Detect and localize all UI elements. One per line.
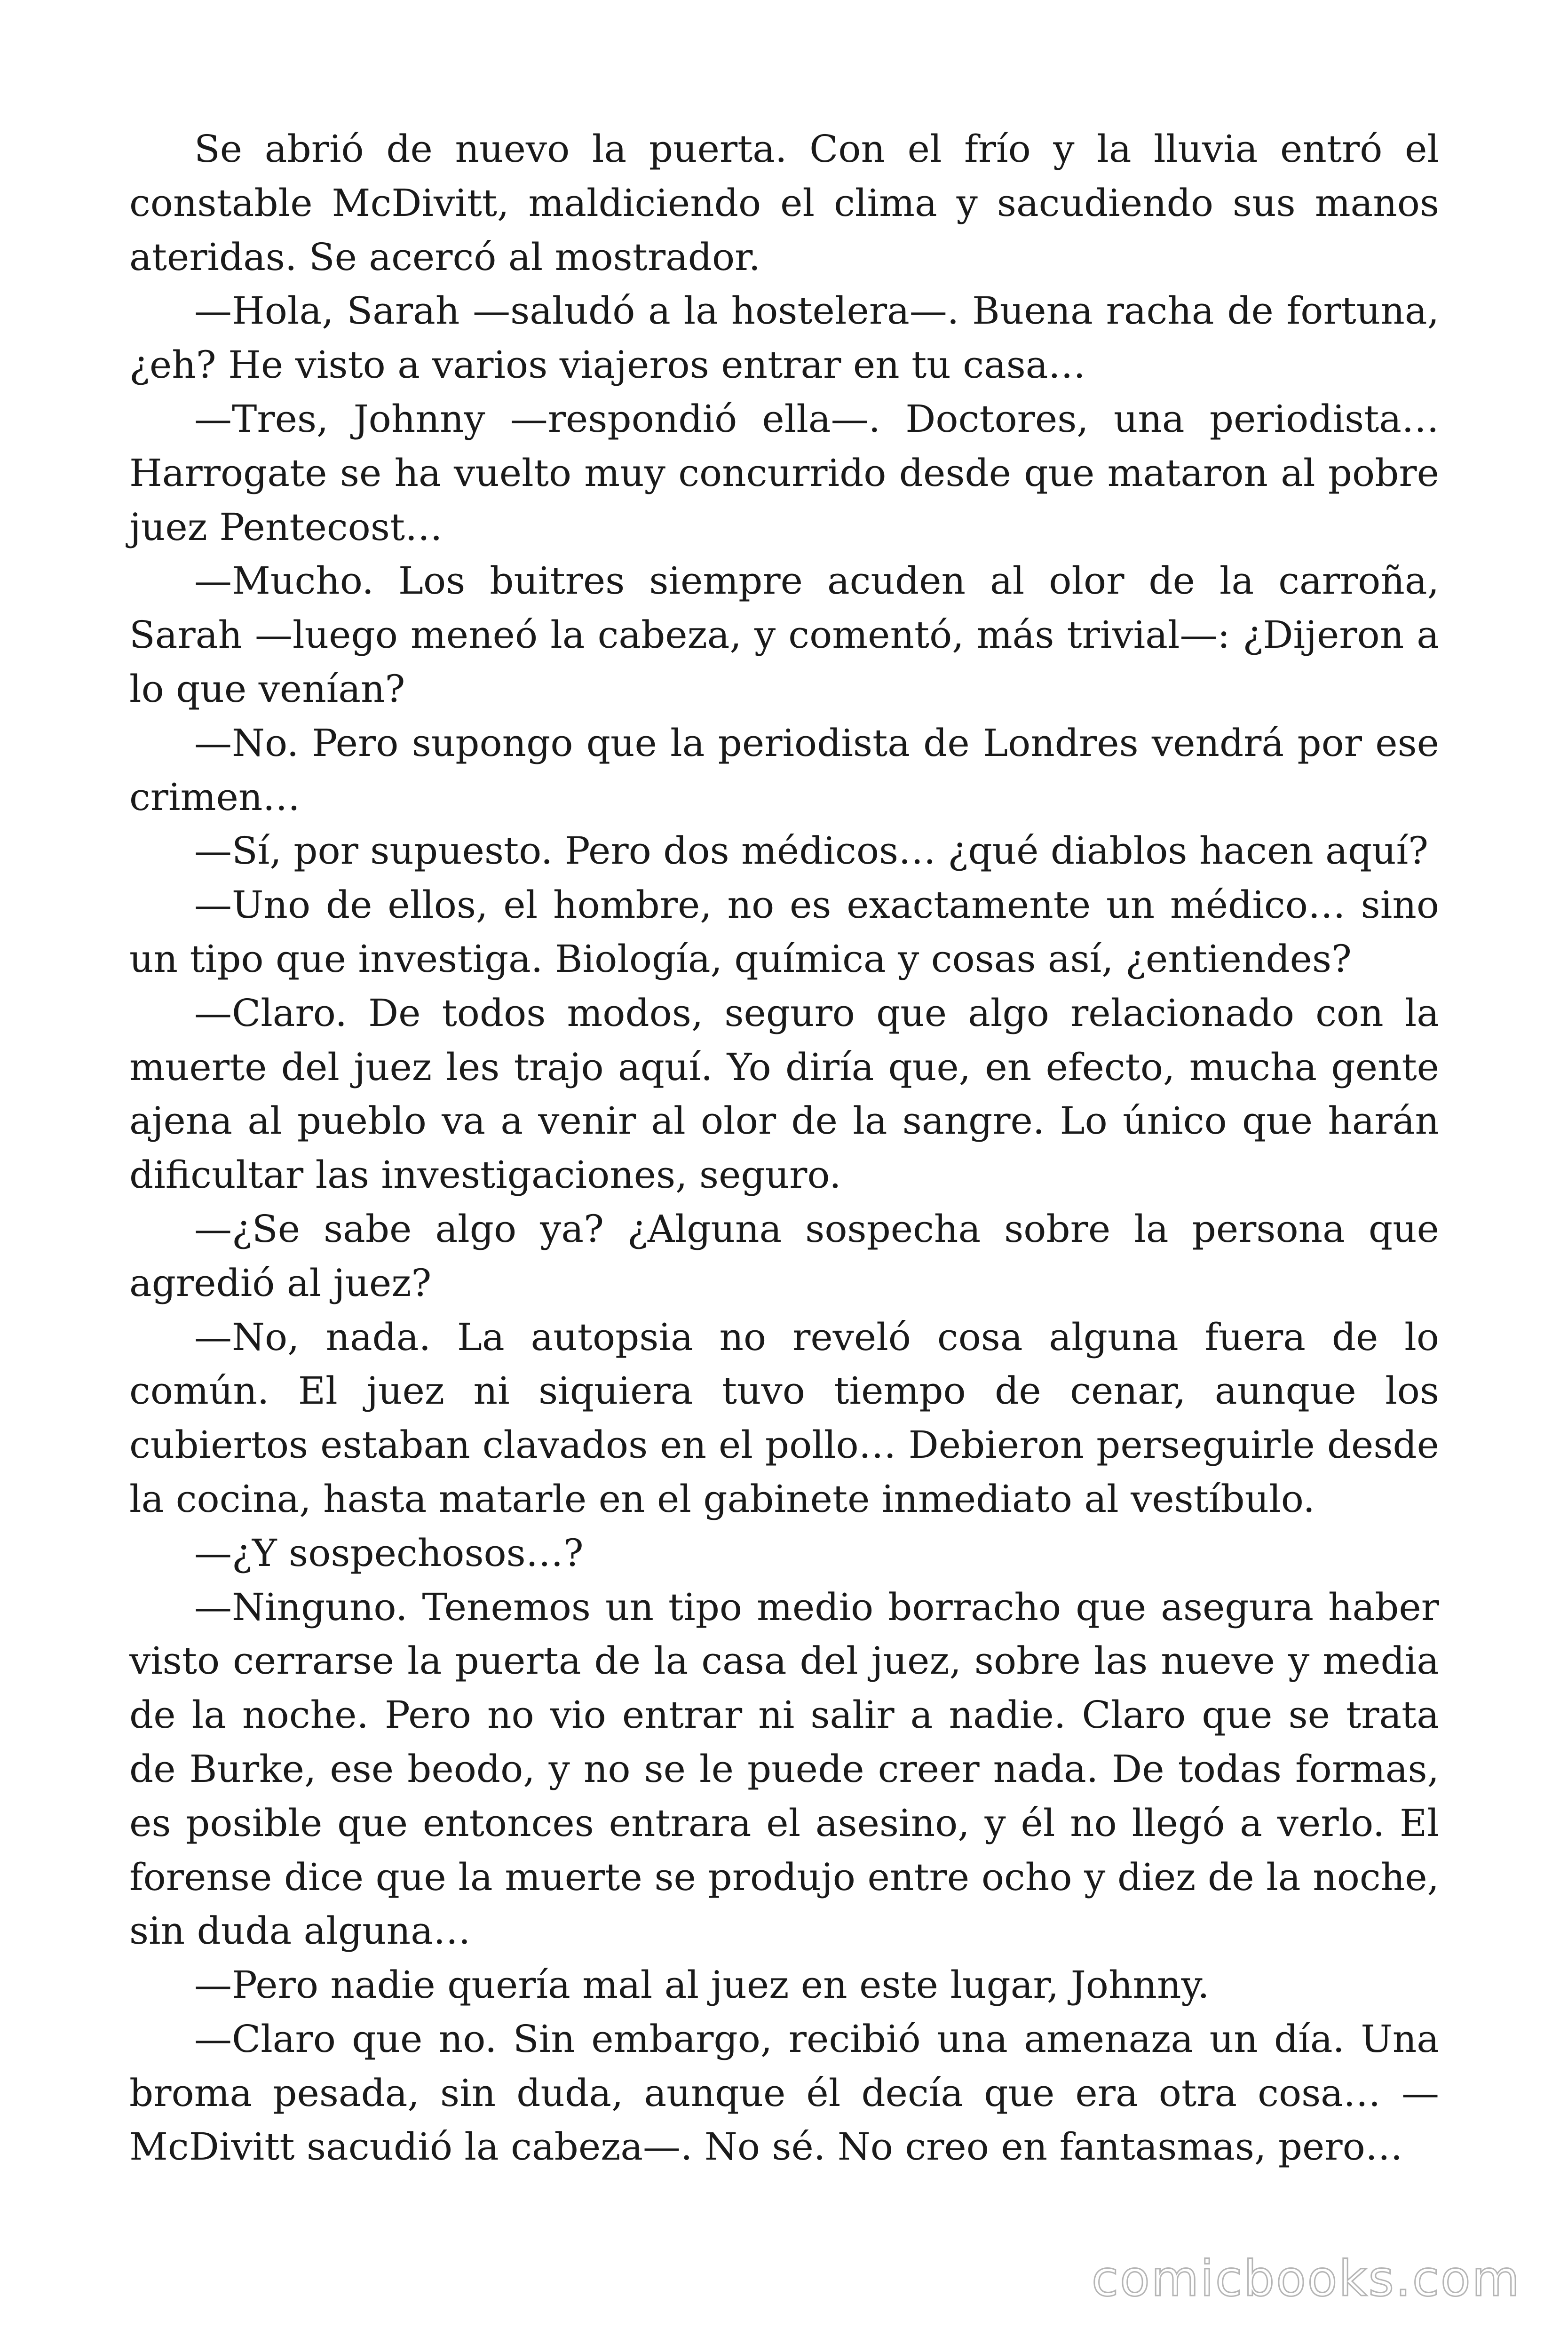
paragraph: —Claro. De todos modos, seguro que algo relacionado con la muerte del juez les trajo aquí. Yo diría que, en efecto, mucha gente ajena al pueblo va a venir al olor de la sangre. Lo único que harán dificultar las investigaciones, seguro.	[129, 991, 1439, 1197]
paragraph: —No, nada. La autopsia no reveló cosa alguna fuera de lo común. El juez ni siquiera tuvo tiempo de cenar, aunque los cubiertos estaban clavados en el pollo… Debieron perseguirle desde la cocina, hasta matarle en el gabinete inmediato al vestíbulo.	[129, 1315, 1439, 1521]
paragraph: —Claro que no. Sin embargo, recibió una amenaza un día. Una broma pesada, sin duda, aunque él decía que era otra cosa… —McDivitt sacudió la cabeza—. No sé. No creo en fantasmas, pero…	[129, 2017, 1439, 2169]
paragraph: —Uno de ellos, el hombre, no es exactamente un médico… sino un tipo que investiga. Biología, química y cosas así, ¿entiendes?	[129, 883, 1439, 981]
paragraph: —Sí, por supuesto. Pero dos médicos… ¿qué diablos hacen aquí?	[194, 829, 1429, 873]
body-text	[129, 122, 1439, 2174]
paragraph: —No. Pero supongo que la periodista de Londres vendrá por ese crimen…	[129, 721, 1439, 819]
paragraph: —¿Y sospechosos…?	[194, 1531, 584, 1575]
paragraph: —Ninguno. Tenemos un tipo medio borracho que asegura haber visto cerrarse la puerta de la casa del juez, sobre las nueve y media de la noche. Pero no vio entrar ni salir a nadie. Claro que se trata de Burke, ese beodo, y no se le puede creer nada. De todas formas, es posible que entonces entrara el asesino, y él no llegó a verlo. El forense dice que la muerte se produjo entre ocho y diez de la noche, sin duda alguna…	[129, 1585, 1439, 1953]
paragraph: Se abrió de nuevo la puerta. Con el frío y la lluvia entró el constable McDivitt, maldiciendo el clima y sacudiendo sus manos ateridas. Se acercó al mostrador.	[129, 127, 1439, 279]
paragraph: —Pero nadie quería mal al juez en este lugar, Johnny.	[194, 1963, 1210, 2007]
paragraph: —¿Se sabe algo ya? ¿Alguna sospecha sobre la persona que agredió al juez?	[129, 1207, 1439, 1305]
paragraph: —Mucho. Los buitres siempre acuden al olor de la carroña, Sarah —luego meneó la cabeza, y comentó, más trivial—: ¿Dijeron a lo que venían?	[129, 559, 1439, 711]
watermark: comicbooks.com	[1091, 2250, 1521, 2307]
paragraph: —Tres, Johnny —respondió ella—. Doctores, una periodista… Harrogate se ha vuelto muy concurrido desde que mataron al pobre juez Pentecost…	[129, 397, 1439, 549]
paragraph: —Hola, Sarah —saludó a la hostelera—. Buena racha de fortuna, ¿eh? He visto a varios viajeros entrar en tu casa…	[129, 289, 1439, 387]
